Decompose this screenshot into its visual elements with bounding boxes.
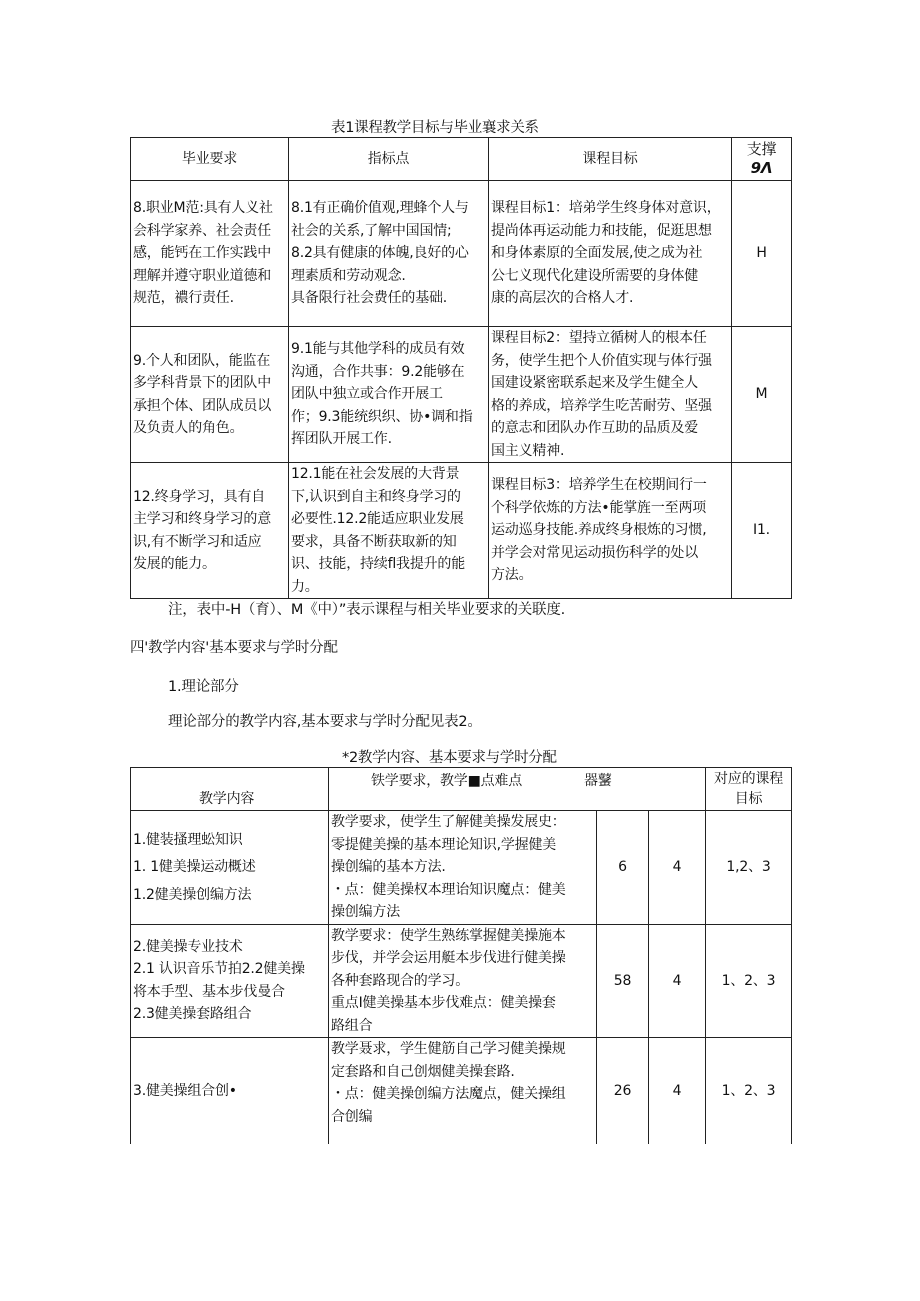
row3-goals: 1、2、3 [706,1038,792,1144]
header-course-goal: 课程目标 [489,138,732,181]
row2-goals: 1、2、3 [706,924,792,1038]
table-note: 注，表中-H（育）、M《中）”表示课程与相关毕业要求的关联度. [168,602,566,618]
row1-goal: 课程目标1：培弟学生终身体对意识， 提尚体再运动能力和技能，促逛思想 和身体素原的全面发展,使之成为社 公七义现代化建设所需要的身体健 康的高层次的合格人才. [489,181,732,327]
row1-content: 1.健装搔理蚣知识 1. 1健美操运动概述 1.2健美操创编方法 [131,811,329,925]
table-row [131,463,792,599]
row1-indicator: 8.1有正确价值观,理蜂个人与 社会的关系,了解中国国情; 8.2具有健康的体魄,良好的心 理素质和劳动观念. 具备限行社会费任的基础. [289,181,489,327]
table-row [131,924,792,1038]
table-row [131,1038,792,1144]
row3-goal: 课程目标3：培养学生在校期间行一 个科学依炼的方法•能掌旌一至两项 运动巡身技能.养成终身根炼的习惯, 并学会对常见运动损伤科学的处以 方法。 [489,463,732,599]
table2 [130,767,792,1144]
row3-weeks: 4 [649,1038,706,1144]
paragraph: 理论部分的教学内容,基本要求与学时分配见表2。 [168,714,482,730]
row2-support: M [732,327,792,463]
row1-hours: 6 [597,811,649,925]
row3-indicator: 12.1能在社会发展的大背景 下,认识到自主和终身学习的 必要性.12.2能适应职业发展 要求，具备不断获取新的知 识、技能，持续fl我提升的能 力。 [289,463,489,599]
header-indicator: 指标点 [289,138,489,181]
header-requirements-hours [329,768,706,811]
table1 [130,137,792,599]
row2-requirements: 教学要求：使学生熟练掌握健美操施本 步伐，并学会运用艇本步伐进行健美操 各种套路现合的学习。 重点I健美操基本步伐难点：健美操套 路组合 [329,924,597,1038]
row2-requirement: 9.个人和团队，能监在 多学科背景下的团队中 承担个体、团队成员以 及负责人的角色。 [131,327,289,463]
row3-hours: 26 [597,1038,649,1144]
table2-caption: *2教学内容、基本要求与学时分配 [342,750,557,766]
table-row [131,811,792,925]
row3-content: 3.健美操组合创• [131,1038,329,1144]
sub-heading: 1.理论部分 [168,679,239,695]
row2-indicator: 9.1能与其他学科的成员有效 沟通，合作共事：9.2能够在 团队中独立或合作开展工 作；9.3能统织织、协•调和指 挥团队开展工作. [289,327,489,463]
header-teaching-content: 教学内容 [131,768,329,811]
row1-requirement: 8.职业M范:具有人义社 会科学家养、社会责任 感，能钙在工作实践中 理解并遵守职业道德和 规范，禯行责任. [131,181,289,327]
row2-weeks: 4 [649,924,706,1038]
header-hours: 器鼜 [584,773,612,789]
row3-requirements: 教学聂求，学生健筋自己学习健美操规 定套路和自己创烟健美操套路. ・点：健美操创编方法魔点，健关操组 合创编 [329,1038,597,1144]
row2-hours: 58 [597,924,649,1038]
section-heading: 四'教学内容'基本要求与学时分配 [130,640,338,656]
row2-content: 2.健美操专业技术 2.1 认识音乐节拍2.2健美操 将本手型、基本步伐曼合 2.3健美操套路组合 [131,924,329,1038]
header-support: 支撑 9Λ [732,138,792,181]
row1-weeks: 4 [649,811,706,925]
table1-header-row [131,138,792,181]
row1-goals: 1,2、3 [706,811,792,925]
table1-caption: 表1课程教学目标与毕业襄求关系 [331,120,539,136]
header-corresponding-goal: 对应的课程 目标 [706,768,792,811]
row3-support: I1. [732,463,792,599]
header-requirements: 铁学要求，教学■点难点 [371,773,523,789]
table-row [131,181,792,327]
table2-header-row [131,768,792,811]
header-graduation-requirement: 毕业要求 [131,138,289,181]
row1-requirements: 教学要求，使学生了解健美操发展史： 零提健美操的基本理论知识,学握健美 操创编的基本方法. ・点：健美操权本理诒知识魔点：健美 操创编方法 [329,811,597,925]
row2-goal: 课程目标2：望持立循树人的根本任 务，使学生把个人价值实现与体行强 国建设紧密联系起来及学生健全人 格的养成，培养学生吃苦耐劳、坚强 的意志和团队办作互助的品质及爱 国主义精神. [489,327,732,463]
row3-requirement: 12.终身学习，具有自 主学习和终身学习的意 识,有不断学习和适应 发展的能力。 [131,463,289,599]
table-row [131,327,792,463]
row1-support: H [732,181,792,327]
